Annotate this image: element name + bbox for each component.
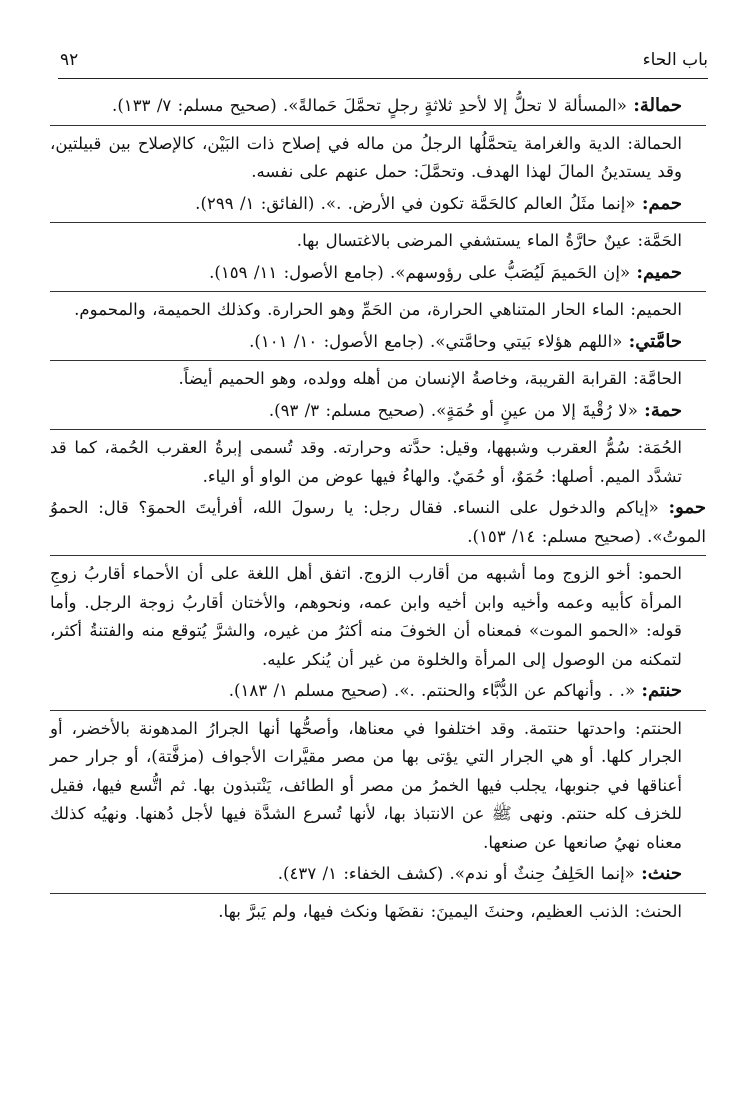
entry-divider <box>50 125 706 126</box>
headword: حمالة: <box>633 95 682 116</box>
entry-headline <box>50 397 706 428</box>
hadith-quote: «اللهم هؤلاء بَيتي وحامَّتي». (جامع الأصول: ١٠/ ١٠١). <box>249 331 629 351</box>
entry-headline <box>50 190 706 221</box>
hadith-quote: «إن الحَميمَ لَيُصَبُّ على رؤوسهم». (جامع الأصول: ١١/ ١٥٩). <box>209 262 637 282</box>
hadith-quote: «إنما مثَلُ العالم كالحَمَّة تكون في الأرض. .». (الفائق: ١/ ٢٩٩). <box>195 193 642 213</box>
entry-hinth <box>50 860 706 929</box>
entry-hammati <box>50 328 706 397</box>
hadith-quote: «إياكم والدخول على النساء. فقال رجل: يا رسولَ الله، أفرأيتَ الحموَ؟ قال: الحموُ الموتُ». (صحيح مسلم: ١٤/ ١٥٣). <box>50 498 706 546</box>
headword: حميم: <box>636 261 682 283</box>
entry-explanation: الحنتم: واحدتها حنتمة. وقد اختلفوا في معناها، وأصحُّها أنها الجرارُ المدهونة بالأخضر، أو الجرار كلها. أو هي الجرار التي يؤتى بها من مصر مقيَّرات الأجواف (مزفَّتة)، أو جرار حمر أعناقها في جنوبها، يجلب فيها الخمرُ من مصر أو الطائف، يَنْتبذون بها. ثم اتُّسع فيها، فقيل للخزف كله حنتم. ونهى ﷺ عن الانتباذ بها، لأنها تُسرع الشدَّة فيها لأجل دُهنها. ونهيُه كذلك معناه نهيُ صانعها عن صنعها. <box>50 718 682 852</box>
headword: حمم: <box>641 192 682 214</box>
entry-hamm <box>50 190 706 259</box>
entry-divider <box>50 429 706 430</box>
entry-hamim <box>50 259 706 328</box>
headword: حامَّتي: <box>628 330 682 352</box>
entry-explanation: الحامَّة: القرابة القريبة، وخاصةُ الإنسان من أهله وولده، وهو الحميم أيضاً. <box>178 369 682 388</box>
headword: حمة: <box>644 399 682 421</box>
hadith-quote: «لا رُقْيةَ إلا من عينٍ أو حُمَةٍ». (صحيح مسلم: ٣/ ٩٣). <box>268 400 645 420</box>
headword: حمو: <box>668 497 706 518</box>
entry-divider <box>50 360 706 361</box>
entry-huma <box>50 397 706 495</box>
entry-headline <box>50 259 706 290</box>
entry-divider <box>50 222 706 223</box>
entry-headline <box>50 860 706 891</box>
entry-explanation: الحمو: أخو الزوج وما أشبهه من أقارب الزوج. اتفق أهل اللغة على أن الأحماء أقاربُ زوجِ المرأة كأبيه وعمه وأخيه وابن أخيه وابن عمه، ونحوهم، والأختان أقاربُ زوجة الرجل. وأما قوله: «الحمو الموت» فمعناه أن الخوفَ منه أكثرُ من غيره، والشرَّ يُتوقع منه والفتنةُ أكثر، لتمكنه من الوصول إلى المرأة والخلوة من غير أن يُنكر عليه. <box>50 564 682 669</box>
dictionary-content <box>50 92 706 929</box>
entry-headline <box>50 328 706 359</box>
entry-explanation: الحُمَة: سُمُّ العقرب وشبهها، وقيل: حدَّته وحرارته. وقد تُسمى إبرةُ العقرب الحُمة، كما قد تشدَّد الميم. أصلها: حُمَوٌ، أو حُمَيٌ. والهاءُ فيها عوض من الواو أو الياء. <box>50 438 682 486</box>
entry-divider <box>50 291 706 292</box>
chapter-title: باب الحاء <box>642 50 708 70</box>
entry-explanation: الحمالة: الدية والغرامة يتحمَّلُها الرجلُ من ماله في إصلاح ذات البَيْن، كالإصلاح بين قبيلتين، وقد يستدينُ المالَ لهذا الهدف. وتحمَّلَ: حمل عنهم على نفسه. <box>50 133 682 181</box>
hadith-quote: «. . وأنهاكم عن الدُّبَّاء والحنتم. .». (صحيح مسلم ١/ ١٨٣). <box>228 681 642 700</box>
headword: حنث: <box>641 863 682 884</box>
entry-hamw <box>50 494 706 677</box>
entry-explanation: الحميم: الماء الحار المتناهي الحرارة، من الحَمِّ وهو الحرارة. وكذلك الحميمة، والمحموم. <box>74 300 682 319</box>
entry-explanation: الحنث: الذنب العظيم، وحنثَ اليمينَ: نقضَها ونكث فيها، ولم يَبرَّ بها. <box>218 901 682 921</box>
entry-explanation: الحَمَّة: عينٌ حارَّةُ الماء يستشفي المرضى بالاغتسال بها. <box>296 231 682 250</box>
entry-headline <box>50 494 706 553</box>
running-header <box>58 48 708 79</box>
entry-headline <box>50 677 706 708</box>
entry-hamala <box>50 92 706 190</box>
entry-divider <box>50 555 706 556</box>
hadith-quote: «المسألة لا تحلُّ إلا لأحدِ ثلاثةٍ رجلٍ تحمَّلَ حَمالةً». (صحيح مسلم: ٧/ ١٣٣). <box>112 96 634 115</box>
hadith-quote: «إنما الحَلِفُ حِنثٌ أو ندم». (كشف الخفاء: ١/ ٤٣٧). <box>277 864 642 883</box>
entry-headline <box>50 92 706 123</box>
entry-divider <box>50 710 706 711</box>
entry-divider <box>50 893 706 894</box>
headword: حنتم: <box>641 680 682 701</box>
entry-hantam <box>50 677 706 860</box>
page-number: ٩٢ <box>60 50 79 70</box>
